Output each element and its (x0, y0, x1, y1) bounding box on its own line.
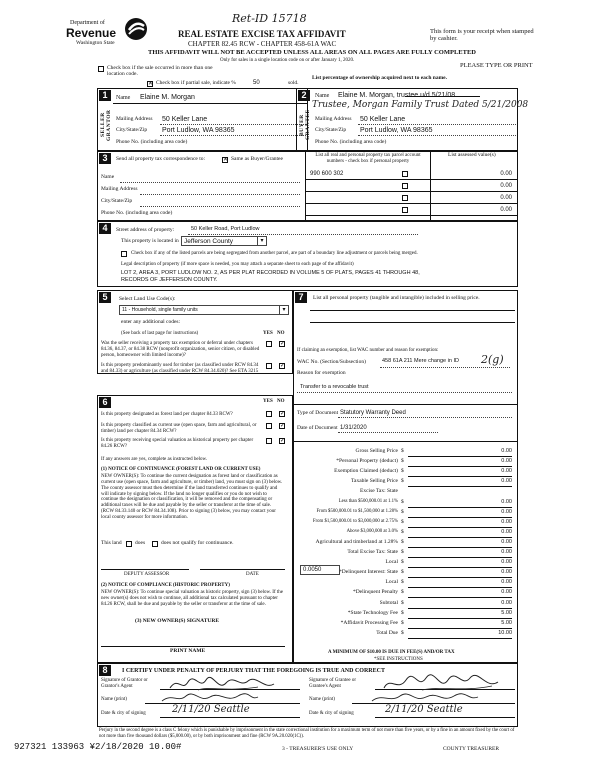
multi-location-checkbox[interactable] (98, 66, 104, 72)
seller-mailing[interactable]: 50 Keller Lane (162, 116, 208, 123)
wac-label: WAC No. (Section/Subsection) (297, 359, 366, 365)
buyer-name-label: Name (315, 93, 330, 99)
tax-row-dollar-sign: $ (401, 559, 404, 565)
buyer-side-label: BUYER GRANTEE (299, 109, 311, 141)
agency-line2: Revenue (66, 26, 117, 40)
tax-row-dollar-sign: $ (401, 620, 404, 626)
tax-row-value[interactable]: 5.00 (501, 620, 512, 626)
buyer-name[interactable]: Elaine M. Morgan, trustee u/d 5/21/08 (338, 92, 456, 99)
s6-if-any: If any answers are yes, complete as instructed below. (101, 457, 208, 462)
land-use-value: 11 - Household, single family units (122, 307, 198, 313)
tax-row-value[interactable]: 0.00 (501, 448, 512, 454)
tax-row-dollar-sign: $ (401, 579, 404, 585)
s6-no-header: NO (277, 399, 285, 404)
street-address[interactable]: 50 Keller Road, Port Ludlow (191, 226, 260, 232)
seller-city[interactable]: Port Ludlow, WA 98365 (162, 127, 235, 134)
tax-row-value[interactable]: 0.00 (501, 579, 512, 585)
see-back-label: (See back of last page for instructions) (121, 331, 199, 336)
print-name-label: PRINT NAME (170, 648, 206, 654)
corr-phone-label: Phone No. (including area code) (101, 210, 173, 216)
located-label: This property is located in (121, 238, 179, 244)
grantor-date-label: Date & city of signing (101, 711, 146, 716)
partial-sale-checkbox[interactable]: ✕ (148, 81, 154, 87)
tax-row-value[interactable]: 0.00 (501, 549, 512, 555)
s6-q3: Is this property receiving special valuation as historical property per chapter 84.26 RCW? (101, 438, 254, 449)
personal-property-checkbox[interactable] (402, 171, 408, 177)
tax-row-label: From $1,500,000.01 to $3,000,000 at 2.75% (312, 519, 398, 524)
s6-q2-yes[interactable] (266, 423, 272, 429)
segregated-checkbox[interactable] (121, 251, 127, 257)
s6-q2-no[interactable]: ✓ (280, 423, 286, 429)
seller-phone-label: Phone No. (including area code) (116, 139, 188, 145)
form-note: Only for sales in a single location code on or after January 1, 2020. (220, 58, 355, 63)
s5-no-header: NO (277, 331, 285, 336)
tax-row-dollar-sign: $ (401, 569, 404, 575)
section-7-badge: 7 (295, 292, 307, 303)
section-2-badge: 2 (298, 90, 310, 101)
s5-yes-header: YES (263, 331, 273, 336)
section-4-badge: 4 (99, 223, 111, 234)
partial-sale-pct[interactable]: 50 (253, 80, 260, 86)
legal-label: Legal description of property (if more space is needed, you may attach a separate sheet to each page of the affidavit) (121, 262, 354, 267)
s5-q2-no[interactable]: ✓ (280, 363, 286, 369)
notice2-body: NEW OWNER(S): To continue special valuation as historic property, sign (3) below. If the new owner(s) does not wish to continue, all additional tax calculated pursuant to chapter 84.26 RCW, shall be due and payable by the seller or transferor at the time of sale. (101, 590, 283, 607)
corr-name-label: Name (101, 174, 115, 180)
tax-row-value[interactable]: 0.00 (501, 559, 512, 565)
local-rate-field[interactable] (300, 565, 340, 575)
personal-property-checkbox[interactable] (402, 183, 408, 189)
form-title: REAL ESTATE EXCISE TAX AFFIDAVIT (178, 29, 346, 39)
buyer-city[interactable]: Port Ludlow, WA 98365 (360, 127, 433, 134)
tax-row-dollar-sign: $ (401, 458, 404, 464)
this-land-label: This land (101, 540, 122, 546)
treasurer-use-label: 3 - TREASURER'S USE ONLY (282, 746, 354, 752)
section-3-badge: 3 (99, 153, 111, 164)
tax-row-dollar-sign: $ (401, 519, 404, 525)
s6-yes-header: YES (263, 399, 273, 404)
assessed-value[interactable]: 0.00 (500, 207, 512, 213)
wac-value[interactable]: 458 61A 211 Mere change in ID (382, 358, 459, 364)
deputy-date-label: DATE (246, 572, 259, 577)
s5-q2-yes[interactable] (266, 363, 272, 369)
exemption-claim-label: If claiming an exemption, list WAC number and reason for exemption: (297, 348, 439, 353)
s5-q1: Was the seller receiving a property tax exemption or deferral under chapters 84.36, 84.37, or 84.38 RCW (nonprofit organization, senior citizen, or disabled person, homeowner with limited income)? (101, 341, 260, 358)
tax-row-dollar-sign: $ (401, 509, 404, 515)
tax-row-label: Gross Selling Price (355, 448, 398, 454)
assessed-value[interactable]: 0.00 (500, 183, 512, 189)
tax-row-value[interactable]: 0.00 (501, 499, 512, 505)
s5-q1-yes[interactable] (266, 341, 272, 347)
tax-row-label: Excise Tax: State (359, 488, 398, 494)
tax-row-label: *Affidavit Processing Fee (340, 620, 398, 626)
tax-row-dollar-sign: $ (401, 630, 404, 636)
doc-date-label: Date of Document (297, 425, 338, 431)
tax-row-value[interactable]: 0.00 (501, 589, 512, 595)
s5-q1-no[interactable]: ✓ (280, 341, 286, 347)
new-owner-signature-label: (3) NEW OWNER(S) SIGNATURE (135, 618, 219, 624)
tax-row-label: *Personal Property (deduct) (336, 458, 398, 464)
grantor-date-handwritten: 2/11/20 Seattle (172, 704, 250, 715)
partial-sold-label: sold. (288, 80, 299, 86)
wac-handwritten: 2(g) (481, 353, 504, 366)
section-5-badge: 5 (99, 292, 111, 303)
buyer-city-label: City/State/Zip (315, 127, 347, 133)
doc-date-value[interactable]: 1/31/2020 (340, 425, 367, 431)
s5-q2: Is this property predominantly used for timber (as classified under RCW 84.34 and 84.33) or agriculture (as classified under RCW 84.34.020)? See ETA 3215 (101, 363, 259, 374)
tax-row-label: Exemption Claimed (deduct) (334, 468, 398, 474)
tax-row-label: Taxable Selling Price (351, 478, 398, 484)
form-chapter: CHAPTER 82.45 RCW - CHAPTER 458-61A WAC (188, 40, 337, 48)
grantor-sig-label: Signature of Grantor or Grantor's Agent (101, 678, 148, 689)
section-6-badge: 6 (99, 397, 111, 408)
minimum-note: A MINIMUM OF $10.00 IS DUE IN FEE(S) AND/OR TAX (328, 650, 455, 655)
tax-row-value[interactable]: 0.00 (501, 539, 512, 545)
section-1-badge: 1 (99, 90, 111, 101)
tax-row-dollar-sign: $ (401, 610, 404, 616)
county-select[interactable] (181, 236, 267, 246)
section-8-badge: 8 (99, 665, 111, 676)
reason-value[interactable]: Transfer to a revocable trust (300, 384, 369, 390)
certify-statement: I CERTIFY UNDER PENALTY OF PERJURY THAT THE FOREGOING IS TRUE AND CORRECT (122, 668, 385, 674)
corr-mailing-label: Mailing Address (101, 186, 138, 192)
s6-q1-yes[interactable] (266, 411, 272, 417)
personal-property-label: List all personal property (tangible and intangible) included in selling price. (313, 295, 480, 301)
street-label: Street address of property: (116, 227, 175, 233)
seller-side-label: SELLER GRANTOR (100, 109, 112, 141)
notice1-body: NEW OWNER(S): To continue the current designation as forest land or classification as current use (open space, farm and agriculture, or timber) land, you must sign on (3) below. The county assessor must then determine if the land transferred continues to qualify and will indicate by signing below. If the land no longer qualifies or you do not wish to continue the designation or classification, it will be removed and the compensating or additional taxes will be due and payable by the seller or transferor at the time of sale. (RCW 84.33.140 or RCW 84.34.108). Prior to signing (3) below, you may contact your local county assessor for more information. (101, 474, 283, 520)
grantee-date-label: Date & city of signing (309, 711, 354, 716)
same-as-buyer-label: Same as Buyer/Grantee (231, 156, 283, 162)
parcel-header: List all real and personal property tax parcel account numbers - check box if personal property (315, 153, 421, 164)
assessed-header: List assessed value(s) (448, 152, 496, 158)
does-not-checkbox[interactable] (152, 541, 158, 547)
county-treasurer-label: COUNTY TREASURER (443, 746, 500, 752)
notice1-title: (1) NOTICE OF CONTINUANCE (FOREST LAND OR CURRENT USE) (101, 467, 261, 472)
corr-city-label: City/State/Zip (101, 198, 133, 204)
assessed-value[interactable]: 0.00 (500, 171, 512, 177)
tax-row-dollar-sign: $ (401, 468, 404, 474)
deputy-assessor-label: DEPUTY ASSESSOR (124, 572, 170, 577)
buyer-mailing[interactable]: 50 Keller Lane (360, 116, 406, 123)
tax-row-label: *Delinquent Penalty (352, 589, 398, 595)
same-as-buyer-checkbox[interactable]: ✕ (223, 157, 229, 163)
tax-row-value[interactable]: 0.00 (501, 569, 512, 575)
doc-type-value[interactable]: Statutory Warranty Deed (340, 410, 406, 416)
grantee-printed-name-scrawl (370, 691, 480, 705)
seller-city-label: City/State/Zip (116, 127, 148, 133)
print-note: PLEASE TYPE OR PRINT (460, 62, 533, 69)
tax-row-value[interactable]: 0.00 (501, 519, 512, 525)
partial-sale-label: Check box if partial sale, indicate % (156, 80, 236, 86)
s6-q3-no[interactable]: ✓ (280, 438, 286, 444)
notice2-title: (2) NOTICE OF COMPLIANCE (HISTORIC PROPERTY) (101, 583, 230, 588)
personal-property-checkbox[interactable] (402, 207, 408, 213)
multi-location-label: Check box if the sale occurred in more than one location code. (107, 65, 213, 78)
legal-description[interactable]: LOT 2, AREA 3, PORT LUDLOW NO. 2, AS PER PLAT RECORDED IN VOLUME 5 OF PLATS, PAGES 41 THROUGH 48, RECORDS OF JEFFERSON COUNTY. (121, 270, 420, 283)
s6-q2: Is this property classified as current use (open space, farm and agricultural, or timber) land per chapter 84.34 RCW? (101, 423, 257, 434)
tax-row-value[interactable]: 0.00 (501, 458, 512, 464)
s6-q3-yes[interactable] (266, 438, 272, 444)
tax-row-dollar-sign: $ (401, 539, 404, 545)
reason-label: Reason for exemption (297, 370, 346, 376)
tax-row-value[interactable]: 0.00 (501, 529, 512, 535)
tax-row-dollar-sign: $ (401, 499, 404, 505)
grantee-date-handwritten: 2/11/20 Seattle (385, 704, 463, 715)
tax-row-dollar-sign: $ (401, 478, 404, 484)
tax-row-value[interactable]: 10.00 (498, 630, 512, 636)
land-use-dropdown-icon[interactable]: ▾ (279, 305, 289, 315)
dor-logo (66, 14, 158, 54)
perjury-note: Perjury in the second degree is a class C felony which is punishable by imprisonment in the state correctional institution for a maximum term of not more than five years, or by a fine in an amount fixed by the court of not more than five thousand dollars ($5,000.00), or by both imprisonment and fine (RCW 9A.20.020(1C)). (99, 728, 515, 739)
county-dropdown-icon[interactable]: ▾ (257, 236, 267, 246)
tax-row-label: Local (385, 559, 398, 565)
tax-row-label: Above $3,000,000 at 3.0% (346, 529, 398, 534)
tax-row-label: Less than $500,000.01 at 1.1% (338, 499, 398, 504)
buyer-mailing-label: Mailing Address (315, 116, 352, 122)
tax-row-value[interactable]: 0.00 (501, 600, 512, 606)
tax-row-label: *Delinquent Interest: State (339, 569, 398, 575)
tax-row-label: *State Technology Fee (347, 610, 398, 616)
tax-row-value[interactable]: 0.00 (501, 509, 512, 515)
tax-row-label: Subtotal (379, 600, 398, 606)
grantor-name-label: Name (print) (101, 697, 127, 702)
land-use-select[interactable] (119, 305, 289, 315)
local-rate-value: 0.0050 (303, 567, 322, 573)
doc-type-label: Type of Document (297, 410, 339, 416)
correspondence-label: Send all property tax correspondence to: (116, 156, 206, 162)
does-label: does (135, 540, 146, 546)
tax-row-value[interactable]: 5.00 (501, 610, 512, 616)
ownership-note: List percentage of ownership acquired next to each name. (312, 75, 447, 81)
grantor-printed-name-scrawl (160, 691, 260, 705)
receipt-note: This form is your receipt when stamped by cashier. (430, 28, 534, 43)
see-instructions: *SEE INSTRUCTIONS (374, 657, 423, 662)
tax-row-dollar-sign: $ (401, 589, 404, 595)
grantee-name-label: Name (print) (309, 697, 335, 702)
seller-name[interactable]: Elaine M. Morgan (140, 94, 195, 101)
assessed-value[interactable]: 0.00 (500, 195, 512, 201)
recording-stamp: 927321 133963 ¥2/18/2020 10.00# (14, 742, 182, 752)
agency-line1: Department of (70, 20, 105, 26)
parcel-number[interactable]: 990 600 302 (310, 171, 344, 177)
county-value: Jefferson County (184, 238, 234, 245)
additional-codes-label: enter any additional codes: (121, 319, 181, 325)
tax-row-dollar-sign: $ (401, 448, 404, 454)
grantee-sig-label: Signature of Grantee or Grantee's Agent (309, 678, 357, 689)
s6-q1-no[interactable]: ✓ (280, 411, 286, 417)
form-warning: THIS AFFIDAVIT WILL NOT BE ACCEPTED UNLESS ALL AREAS ON ALL PAGES ARE FULLY COMPLETED (148, 49, 476, 56)
does-not-label: does not qualify for continuance. (161, 540, 234, 546)
tax-row-value[interactable]: 0.00 (501, 468, 512, 474)
personal-property-checkbox[interactable] (402, 195, 408, 201)
tax-row-value[interactable]: 0.00 (501, 478, 512, 484)
dor-swoosh-icon (122, 16, 150, 42)
buyer-handwritten-name: Trustee, Morgan Family Trust Dated 5/21/2008 (312, 100, 529, 110)
tax-row-label: Agricultural and timberland at 1.28% (315, 539, 398, 545)
seller-name-label: Name (116, 95, 131, 101)
tax-row-dollar-sign: $ (401, 529, 404, 535)
agency-line3: Washington State (76, 40, 115, 46)
land-use-label: Select Land Use Code(s): (119, 296, 176, 302)
seller-mailing-label: Mailing Address (116, 116, 153, 122)
tax-row-label: Local (385, 579, 398, 585)
does-checkbox[interactable] (126, 541, 132, 547)
tax-row-label: Total Due (376, 630, 398, 636)
buyer-phone-label: Phone No. (including area code) (315, 139, 387, 145)
tax-row-label: From $500,000.01 to $1,500,000 at 1.28% (316, 509, 398, 514)
handwritten-id: Ret-ID 15718 (232, 12, 307, 25)
s6-q1: Is this property designated as forest land per chapter 84.33 RCW? (101, 412, 233, 417)
segregated-label: Check box if any of the listed parcels are being segregated from another parcel, are part of a boundary line adjustment or parcels being merged. (131, 251, 418, 256)
tax-row-label: Total Excise Tax: State (347, 549, 398, 555)
tax-row-dollar-sign: $ (401, 600, 404, 606)
tax-row-dollar-sign: $ (401, 549, 404, 555)
